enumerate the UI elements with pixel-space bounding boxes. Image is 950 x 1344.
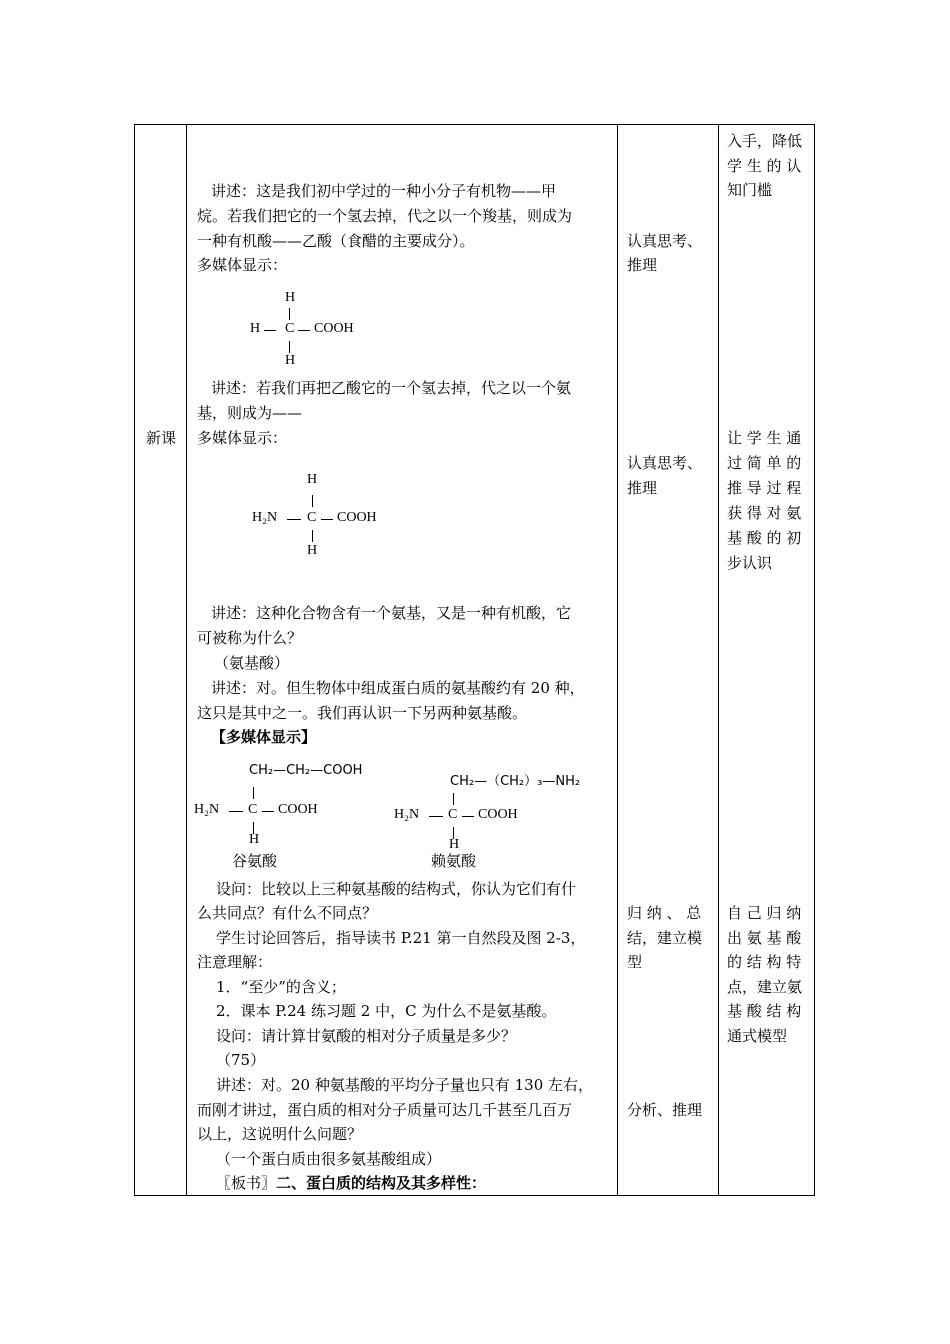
bond xyxy=(229,811,243,812)
atom-left: H xyxy=(250,321,261,336)
group-left: H₂N xyxy=(252,510,278,525)
side-chain: CH₂—CH₂—COOH xyxy=(249,763,363,778)
group-right: COOH xyxy=(314,321,354,336)
intent-line: 学 生 的 认 xyxy=(727,157,802,175)
media-label: 多媒体显示： xyxy=(197,256,288,274)
bond xyxy=(453,793,454,805)
intent-line: 获 得 对 氨 xyxy=(727,504,802,522)
group-left: H₂N xyxy=(394,807,420,822)
group-left: H₂N xyxy=(194,802,220,817)
intent-line: 基 酸 结 构 xyxy=(727,1002,802,1020)
paragraph-line: 讲述：对。20 种氨基酸的平均分子量也只有 130 左右， xyxy=(216,1076,594,1094)
bond xyxy=(298,330,310,331)
activity-line: 结，建立模 xyxy=(627,929,703,947)
paragraph-line: 么共同点？有什么不同点？ xyxy=(197,904,378,922)
list-item: 2．课本 P.24 练习题 2 中，C 为什么不是氨基酸。 xyxy=(216,1002,557,1020)
activity-line: 型 xyxy=(627,953,643,971)
paragraph-line: 基，则成为—— xyxy=(197,404,303,422)
intent-line: 出 氨 基 酸 xyxy=(727,929,802,947)
board-label: 〖板书〗 xyxy=(216,1174,277,1192)
paragraph-line: 设问：请计算甘氨酸的相对分子质量是多少？ xyxy=(216,1027,517,1045)
paragraph-line: 讲述：这是我们初中学过的一种小分子有机物——甲 xyxy=(211,182,557,200)
atom-bottom: H xyxy=(307,543,318,558)
intent-line: 过 简 单 的 xyxy=(727,454,802,472)
atom-top: H xyxy=(285,290,296,305)
structure-name: 谷氨酸 xyxy=(232,852,278,870)
paragraph-line: 以上，这说明什么问题？ xyxy=(197,1125,363,1143)
intent-line: 自 己 归 纳 xyxy=(727,904,802,922)
activity-line: 认真思考、 xyxy=(627,232,703,250)
activity-line: 分析、推理 xyxy=(627,1101,703,1119)
bond xyxy=(289,308,290,320)
paragraph-line: 可被称为什么？ xyxy=(197,629,303,647)
bond xyxy=(289,341,290,353)
atom-center: C xyxy=(248,802,258,817)
answer: （氨基酸） xyxy=(214,654,290,672)
column-divider xyxy=(186,125,187,1195)
column-divider xyxy=(617,125,618,1195)
bond xyxy=(429,816,443,817)
atom-top: H xyxy=(307,472,318,487)
bond xyxy=(253,787,254,799)
atom-center: C xyxy=(285,321,295,336)
board-heading: 二、蛋白质的结构及其多样性： xyxy=(276,1174,487,1192)
intent-line: 通式模型 xyxy=(727,1027,788,1045)
intent-line: 的 结 构 特 xyxy=(727,953,802,971)
column-divider xyxy=(718,125,719,1195)
intent-line: 步认识 xyxy=(727,554,773,572)
list-item: 1．“至少”的含义； xyxy=(216,978,346,996)
activity-line: 推理 xyxy=(627,479,658,497)
group-right: COOH xyxy=(337,510,377,525)
paragraph-line: 这只是其中之一。我们再认识一下另两种氨基酸。 xyxy=(197,704,528,722)
section-label: 新课 xyxy=(146,429,177,447)
group-right: COOH xyxy=(278,802,318,817)
structure-name: 赖氨酸 xyxy=(431,852,477,870)
bond xyxy=(262,811,274,812)
answer: （75） xyxy=(216,1051,266,1069)
atom-bottom: H xyxy=(249,832,260,847)
atom-bottom: H xyxy=(285,353,296,368)
activity-line: 归 纳 、 总 xyxy=(627,904,702,922)
intent-line: 点，建立氨 xyxy=(727,978,803,996)
media-label: 多媒体显示： xyxy=(197,429,288,447)
media-label: 【多媒体显示】 xyxy=(211,728,317,746)
intent-line: 基 酸 的 初 xyxy=(727,529,802,547)
activity-line: 推理 xyxy=(627,256,658,274)
paragraph-line: 而刚才讲过，蛋白质的相对分子质量可达几千甚至几百万 xyxy=(197,1101,573,1119)
board-note xyxy=(216,1172,486,1193)
paragraph-line: 一种有机酸——乙酸（食醋的主要成分）。 xyxy=(197,232,475,250)
bond xyxy=(264,330,276,331)
paragraph-line: 注意理解： xyxy=(197,953,273,971)
paragraph-line: 烷。若我们把它的一个氢去掉，代之以一个羧基，则成为 xyxy=(197,207,573,225)
atom-center: C xyxy=(307,510,317,525)
bond xyxy=(321,519,333,520)
paragraph-line: 设问：比较以上三种氨基酸的结构式，你认为它们有什 xyxy=(216,880,577,898)
paragraph-line: 讲述：这种化合物含有一个氨基，又是一种有机酸，它 xyxy=(211,604,572,622)
bond xyxy=(312,530,313,542)
intent-line: 推 导 过 程 xyxy=(727,479,802,497)
paragraph-line: 学生讨论回答后，指导读书 P.21 第一自然段及图 2-3， xyxy=(216,929,586,947)
answer: （一个蛋白质由很多氨基酸组成） xyxy=(216,1150,442,1168)
bond xyxy=(312,495,313,507)
activity-line: 认真思考、 xyxy=(627,454,703,472)
bond xyxy=(287,519,301,520)
atom-bottom: H xyxy=(449,837,460,852)
intent-line: 让 学 生 通 xyxy=(727,429,802,447)
bond xyxy=(462,816,474,817)
group-right: COOH xyxy=(478,807,518,822)
paragraph-line: 讲述：对。但生物体中组成蛋白质的氨基酸约有 20 种， xyxy=(211,679,585,697)
side-chain: CH₂—（CH₂）₃—NH₂ xyxy=(450,774,581,789)
intent-line: 知门槛 xyxy=(727,181,773,199)
paragraph-line: 讲述：若我们再把乙酸它的一个氢去掉，代之以一个氨 xyxy=(211,379,572,397)
atom-center: C xyxy=(448,807,458,822)
intent-line: 入手，降低 xyxy=(727,132,803,150)
